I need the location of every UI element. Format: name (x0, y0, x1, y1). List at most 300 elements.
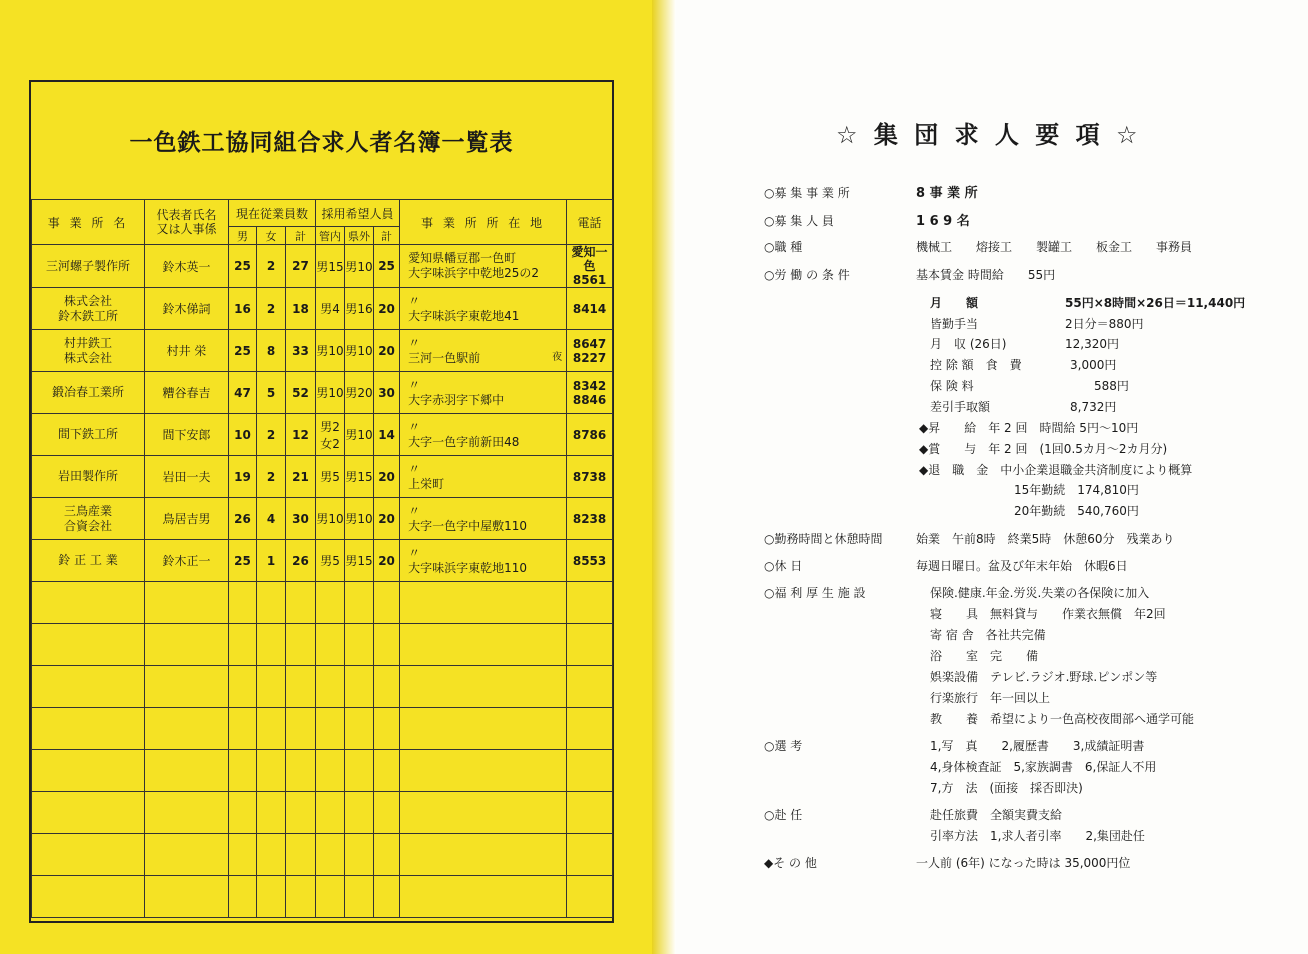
female-count-cell-text: 1 (266, 553, 276, 568)
wage-income-value: 12,320円 (1065, 337, 1119, 351)
rep-cell-text: 鈴木英一 (162, 259, 211, 274)
wanted-total-cell-text: 30 (378, 385, 395, 400)
empty-cell (567, 582, 613, 624)
item-value: 基本賃金 時間給 55円 (916, 268, 1056, 282)
wanted-total-cell-text: 20 (378, 511, 395, 526)
empty-cell (257, 708, 286, 750)
local-wanted-cell (316, 245, 345, 288)
wanted-total-cell-text: 20 (378, 469, 395, 484)
empty-cell (32, 708, 145, 750)
local-wanted-cell-text: 男4 (320, 302, 340, 316)
wage-deduct-label: 控 除 額 食 費 (930, 358, 1022, 372)
header-employees: 現在従業員数 (229, 200, 316, 227)
phone-cell (567, 540, 613, 582)
total-count-cell-text: 21 (292, 469, 309, 484)
wage-income-label: 月 収 (26日) (930, 337, 1007, 351)
empty-cell (400, 624, 567, 666)
address-cell (400, 414, 567, 456)
header-total2: 計 (374, 227, 400, 245)
table-row (32, 456, 613, 498)
empty-cell (229, 708, 257, 750)
total-count-cell (286, 288, 316, 330)
male-count-cell (229, 372, 257, 414)
empty-cell (374, 876, 400, 918)
empty-cell (257, 792, 286, 834)
female-count-cell-text: 5 (266, 385, 276, 400)
phone-cell (567, 456, 613, 498)
male-count-cell (229, 245, 257, 288)
item-value: 機械工 熔接工 製罐工 板金工 事務員 (916, 240, 1193, 254)
empty-cell (145, 876, 229, 918)
empty-cell (567, 666, 613, 708)
address-cell (400, 245, 567, 288)
wage-net-value: 8,732円 (1070, 400, 1117, 414)
item-label: ○勤務時間と休憩時間 (764, 532, 883, 546)
welfare-line: 寄 宿 舎 各社共完備 (930, 628, 1046, 642)
item-travel (764, 806, 916, 823)
item-selection (764, 737, 916, 754)
company-cell-text: 株式会社 鈴木鉄工所 (57, 293, 118, 323)
rep-cell-text: 鈴木俤詞 (162, 302, 211, 316)
male-count-cell (229, 498, 257, 540)
address-cell-text: 〃 大字味浜字東乾地41 (408, 293, 520, 323)
empty-row (32, 876, 613, 918)
empty-cell (374, 666, 400, 708)
item-label: ○募 集 事 業 所 (764, 186, 850, 200)
local-wanted-cell (316, 330, 345, 372)
address-cell-text: 〃 上栄町 (408, 461, 445, 491)
header-address: 事 業 所 所 在 地 (400, 200, 567, 245)
phone-cell-text: 8738 (572, 469, 607, 484)
empty-cell (32, 834, 145, 876)
female-count-cell-text: 2 (266, 301, 276, 316)
total-count-cell-text: 18 (292, 301, 309, 316)
welfare-line: 寝 具 無料貸与 作業衣無償 年2回 (930, 607, 1166, 621)
roster-sheet (0, 0, 652, 954)
item-label: ○休 日 (764, 559, 803, 573)
welfare-line: 娯楽設備 テレビ.ラジオ.野球.ピンポン等 (930, 670, 1158, 684)
female-count-cell-text: 2 (266, 427, 276, 442)
phone-cell-text: 8647 8227 (572, 336, 607, 365)
male-count-cell (229, 288, 257, 330)
empty-cell (567, 792, 613, 834)
wanted-total-cell (374, 330, 400, 372)
empty-cell (286, 666, 316, 708)
recruitment-sheet (676, 0, 1308, 954)
empty-cell (229, 876, 257, 918)
item-value: 8 事 業 所 (916, 186, 978, 201)
wanted-total-cell-text: 14 (378, 427, 395, 442)
outside-wanted-cell (345, 245, 374, 288)
selection-line: 4,身体検査証 5,家族調書 6,保証人不用 (930, 760, 1157, 774)
item-value: 始業 午前8時 終業5時 休憩60分 残業あり (916, 532, 1175, 546)
rep-cell-text: 岩田一夫 (162, 470, 211, 484)
wage-attend-value: 2日分＝880円 (1065, 317, 1144, 331)
recruit-title: ☆ 集 団 求 人 要 項 ☆ (836, 121, 1142, 149)
company-cell (32, 540, 145, 582)
local-wanted-cell-text: 男10 (316, 344, 344, 358)
outside-wanted-cell (345, 330, 374, 372)
rep-cell (145, 245, 229, 288)
table-row (32, 245, 613, 288)
wage-monthly-label: 月 額 (930, 296, 979, 310)
total-count-cell-text: 12 (292, 427, 309, 442)
empty-cell (345, 876, 374, 918)
male-count-cell (229, 540, 257, 582)
rep-cell (145, 372, 229, 414)
rep-cell (145, 288, 229, 330)
local-wanted-cell-text: 男15 (316, 259, 344, 274)
selection-line: 7,方 法 (面接 採否即決) (930, 781, 1083, 795)
empty-cell (229, 750, 257, 792)
company-cell (32, 245, 145, 288)
empty-cell (316, 582, 345, 624)
empty-cell (316, 624, 345, 666)
empty-cell (345, 708, 374, 750)
outside-wanted-cell (345, 498, 374, 540)
welfare-line: 教 養 希望により一色高校夜間部へ通学可能 (930, 712, 1195, 726)
empty-cell (345, 666, 374, 708)
wage-attend-label: 皆勤手当 (930, 317, 979, 331)
outside-wanted-cell-text: 男15 (345, 470, 373, 484)
table-row (32, 540, 613, 582)
empty-cell (32, 666, 145, 708)
empty-cell (567, 750, 613, 792)
outside-wanted-cell (345, 414, 374, 456)
male-count-cell-text: 47 (234, 385, 251, 400)
table-row (32, 498, 613, 540)
empty-cell (316, 792, 345, 834)
roster-frame (29, 80, 614, 923)
phone-cell (567, 330, 613, 372)
male-count-cell-text: 25 (234, 553, 251, 568)
empty-cell (257, 624, 286, 666)
rep-cell-text: 村井 栄 (166, 344, 207, 358)
empty-cell (286, 876, 316, 918)
female-count-cell (257, 372, 286, 414)
address-cell-text: 〃 大字赤羽字下郷中 (408, 377, 505, 407)
empty-cell (400, 666, 567, 708)
empty-cell (145, 708, 229, 750)
total-count-cell-text: 30 (292, 511, 309, 526)
female-count-cell (257, 498, 286, 540)
total-count-cell (286, 456, 316, 498)
empty-cell (286, 834, 316, 876)
item-occupation (764, 238, 1192, 255)
empty-cell (286, 750, 316, 792)
female-count-cell (257, 245, 286, 288)
company-cell (32, 456, 145, 498)
wanted-total-cell (374, 414, 400, 456)
address-cell (400, 372, 567, 414)
item-label: ○選 考 (764, 739, 803, 753)
night-note: 夜 (552, 352, 563, 363)
local-wanted-cell-text: 男5 (320, 554, 340, 568)
local-wanted-cell-text: 男5 (320, 470, 340, 484)
phone-cell (567, 245, 613, 288)
empty-cell (257, 582, 286, 624)
header-local: 管内 (316, 227, 345, 245)
outside-wanted-cell (345, 540, 374, 582)
address-cell-text: 〃 三河一色駅前 (408, 335, 481, 365)
empty-row (32, 666, 613, 708)
male-count-cell-text: 16 (234, 301, 251, 316)
total-count-cell (286, 372, 316, 414)
header-outside: 県外 (345, 227, 374, 245)
empty-cell (32, 624, 145, 666)
local-wanted-cell (316, 414, 345, 456)
local-wanted-cell (316, 456, 345, 498)
empty-cell (316, 750, 345, 792)
empty-cell (316, 708, 345, 750)
company-cell-text: 鍛冶春工業所 (51, 385, 124, 399)
empty-row (32, 708, 613, 750)
address-cell (400, 540, 567, 582)
empty-cell (345, 582, 374, 624)
empty-cell (286, 708, 316, 750)
header-wanted: 採用希望人員 (316, 200, 400, 227)
roster-title: 一色鉄工協同組合求人者名簿一覧表 (129, 130, 514, 156)
item-hours (764, 530, 1175, 547)
rep-cell-text: 鳥居吉男 (162, 512, 211, 526)
empty-cell (374, 582, 400, 624)
item-label: ○赴 任 (764, 808, 803, 822)
header-company: 事 業 所 名 (32, 200, 145, 245)
company-cell (32, 288, 145, 330)
company-cell-text: 三河螺子製作所 (45, 258, 130, 273)
empty-cell (145, 792, 229, 834)
company-cell-text: 鈴 正 工 業 (58, 553, 118, 567)
wanted-total-cell-text: 20 (378, 343, 395, 358)
outside-wanted-cell (345, 456, 374, 498)
item-headcount (764, 210, 970, 229)
item-value: 1 6 9 名 (916, 214, 970, 229)
table-row (32, 330, 613, 372)
empty-cell (32, 792, 145, 834)
local-wanted-cell-text: 男10 (316, 386, 344, 400)
male-count-cell-text: 10 (234, 427, 251, 442)
local-wanted-cell-text: 男10 (316, 512, 344, 526)
wage-deduct-value: 3,000円 (1070, 358, 1117, 372)
empty-cell (567, 876, 613, 918)
empty-cell (374, 750, 400, 792)
empty-cell (345, 834, 374, 876)
item-value: 毎週日曜日。盆及び年末年始 休暇6日 (916, 559, 1128, 573)
male-count-cell-text: 26 (234, 511, 251, 526)
travel-line: 引率方法 1,求人者引率 2,集団赴任 (930, 829, 1145, 843)
item-label: ○募 集 人 員 (764, 214, 834, 228)
header-phone: 電話 (567, 200, 613, 245)
address-cell (400, 330, 567, 372)
wanted-total-cell-text: 20 (378, 553, 395, 568)
total-count-cell-text: 27 (292, 259, 309, 273)
phone-cell (567, 372, 613, 414)
phone-cell-text: 8414 (572, 301, 607, 316)
phone-cell-text: 8553 (572, 553, 607, 568)
company-cell (32, 372, 145, 414)
empty-cell (400, 834, 567, 876)
roster-table (31, 199, 613, 918)
female-count-cell-text: 8 (266, 343, 276, 358)
wage-net-label: 差引手取額 (930, 400, 991, 414)
wanted-total-cell (374, 540, 400, 582)
welfare-line: 行楽旅行 年一回以上 (930, 691, 1051, 705)
empty-cell (567, 624, 613, 666)
empty-row (32, 582, 613, 624)
company-cell (32, 498, 145, 540)
outside-wanted-cell-text: 男10 (345, 428, 373, 442)
wanted-total-cell (374, 372, 400, 414)
empty-cell (145, 834, 229, 876)
empty-cell (145, 750, 229, 792)
header-rep: 代表者氏名 又は人事係 (145, 200, 229, 245)
company-cell-text: 村井鉄工 株式会社 (63, 335, 112, 365)
total-count-cell-text: 52 (292, 385, 309, 400)
phone-cell-text: 8238 (572, 511, 607, 526)
phone-cell (567, 288, 613, 330)
empty-cell (400, 750, 567, 792)
wage-retire-15: 15年勤続 174,810円 (1014, 483, 1139, 497)
empty-cell (345, 750, 374, 792)
empty-cell (257, 666, 286, 708)
rep-cell (145, 330, 229, 372)
local-wanted-cell (316, 540, 345, 582)
empty-row (32, 834, 613, 876)
company-cell-text: 三鳥産業 合資会社 (63, 503, 112, 533)
welfare-line: 浴 室 完 備 (930, 649, 1039, 663)
female-count-cell (257, 540, 286, 582)
address-cell (400, 288, 567, 330)
male-count-cell-text: 19 (234, 469, 251, 484)
wage-ins-label: 保 険 料 (930, 379, 974, 393)
item-label: ○福 利 厚 生 施 設 (764, 586, 866, 600)
item-conditions (764, 266, 1055, 283)
empty-row (32, 750, 613, 792)
outside-wanted-cell-text: 男15 (345, 554, 373, 568)
local-wanted-cell (316, 372, 345, 414)
empty-cell (32, 750, 145, 792)
phone-cell-text: 8342 8846 (572, 378, 607, 407)
total-count-cell-text: 26 (292, 553, 309, 568)
wage-raise: ◆昇 給 年 2 回 時間給 5円～10円 (919, 421, 1139, 435)
item-other (764, 854, 1130, 871)
item-label: ◆そ の 他 (764, 856, 817, 870)
male-count-cell (229, 456, 257, 498)
company-cell-text: 岩田製作所 (57, 469, 118, 483)
outside-wanted-cell-text: 男10 (345, 344, 373, 358)
male-count-cell-text: 25 (234, 259, 251, 273)
company-cell-text: 間下鉄工所 (57, 427, 118, 441)
female-count-cell-text: 2 (266, 469, 276, 484)
item-holiday (764, 557, 1128, 574)
table-row (32, 288, 613, 330)
total-count-cell (286, 245, 316, 288)
empty-row (32, 624, 613, 666)
empty-cell (400, 708, 567, 750)
empty-cell (286, 792, 316, 834)
local-wanted-cell-text: 男2 女2 (320, 419, 340, 451)
empty-cell (316, 666, 345, 708)
empty-cell (286, 582, 316, 624)
address-cell-text: 〃 大字一色字前新田48 (408, 419, 520, 449)
total-count-cell (286, 414, 316, 456)
selection-line: 1,写 真 2,履歴書 3,成績証明書 (930, 739, 1145, 753)
item-label: ○職 種 (764, 240, 803, 254)
male-count-cell (229, 414, 257, 456)
empty-cell (345, 792, 374, 834)
phone-cell (567, 498, 613, 540)
item-companies (764, 182, 978, 201)
header-male: 男 (229, 227, 257, 245)
company-cell (32, 330, 145, 372)
address-cell-text: 〃 大字味浜字東乾地110 (408, 545, 527, 575)
item-value: 一人前 (6年) になった時は 35,000円位 (916, 856, 1131, 870)
empty-cell (316, 834, 345, 876)
empty-cell (567, 708, 613, 750)
outside-wanted-cell-text: 男16 (345, 302, 373, 316)
rep-cell (145, 540, 229, 582)
outside-wanted-cell (345, 288, 374, 330)
wage-monthly-value: 55円×8時間×26日＝11,440円 (1065, 296, 1246, 310)
female-count-cell (257, 456, 286, 498)
rep-cell-text: 糟谷春吉 (162, 386, 211, 400)
outside-wanted-cell-text: 男10 (345, 259, 373, 274)
wanted-total-cell (374, 288, 400, 330)
table-row (32, 372, 613, 414)
empty-cell (145, 582, 229, 624)
rep-cell-text: 鈴木正一 (162, 554, 211, 568)
phone-cell-text: 愛知一色 8561 (571, 245, 608, 287)
female-count-cell (257, 288, 286, 330)
empty-cell (257, 876, 286, 918)
empty-cell (257, 834, 286, 876)
empty-cell (374, 624, 400, 666)
outside-wanted-cell (345, 372, 374, 414)
address-cell (400, 456, 567, 498)
company-cell (32, 414, 145, 456)
phone-cell-text: 8786 (572, 427, 607, 442)
empty-cell (400, 876, 567, 918)
empty-cell (374, 792, 400, 834)
rep-cell (145, 414, 229, 456)
empty-cell (374, 708, 400, 750)
male-count-cell (229, 330, 257, 372)
empty-cell (316, 876, 345, 918)
empty-cell (32, 876, 145, 918)
address-cell-text: 愛知県幡豆郡一色町 大字味浜字中乾地25の2 (408, 251, 539, 280)
female-count-cell (257, 414, 286, 456)
wanted-total-cell (374, 456, 400, 498)
local-wanted-cell (316, 288, 345, 330)
wage-retire: ◆退 職 金 中小企業退職金共済制度により概算 (919, 463, 1193, 477)
wanted-total-cell (374, 498, 400, 540)
header-female: 女 (257, 227, 286, 245)
address-cell-text: 〃 大字一色字中屋敷110 (408, 503, 527, 533)
item-welfare (764, 584, 916, 601)
empty-cell (567, 834, 613, 876)
phone-cell (567, 414, 613, 456)
wanted-total-cell-text: 20 (378, 301, 395, 316)
wanted-total-cell-text: 25 (378, 259, 395, 273)
total-count-cell-text: 33 (292, 343, 309, 358)
empty-cell (32, 582, 145, 624)
rep-cell-text: 間下安郎 (162, 428, 211, 442)
wage-ins-value: 588円 (1094, 379, 1129, 393)
empty-cell (229, 624, 257, 666)
empty-cell (257, 750, 286, 792)
wanted-total-cell (374, 245, 400, 288)
total-count-cell (286, 330, 316, 372)
